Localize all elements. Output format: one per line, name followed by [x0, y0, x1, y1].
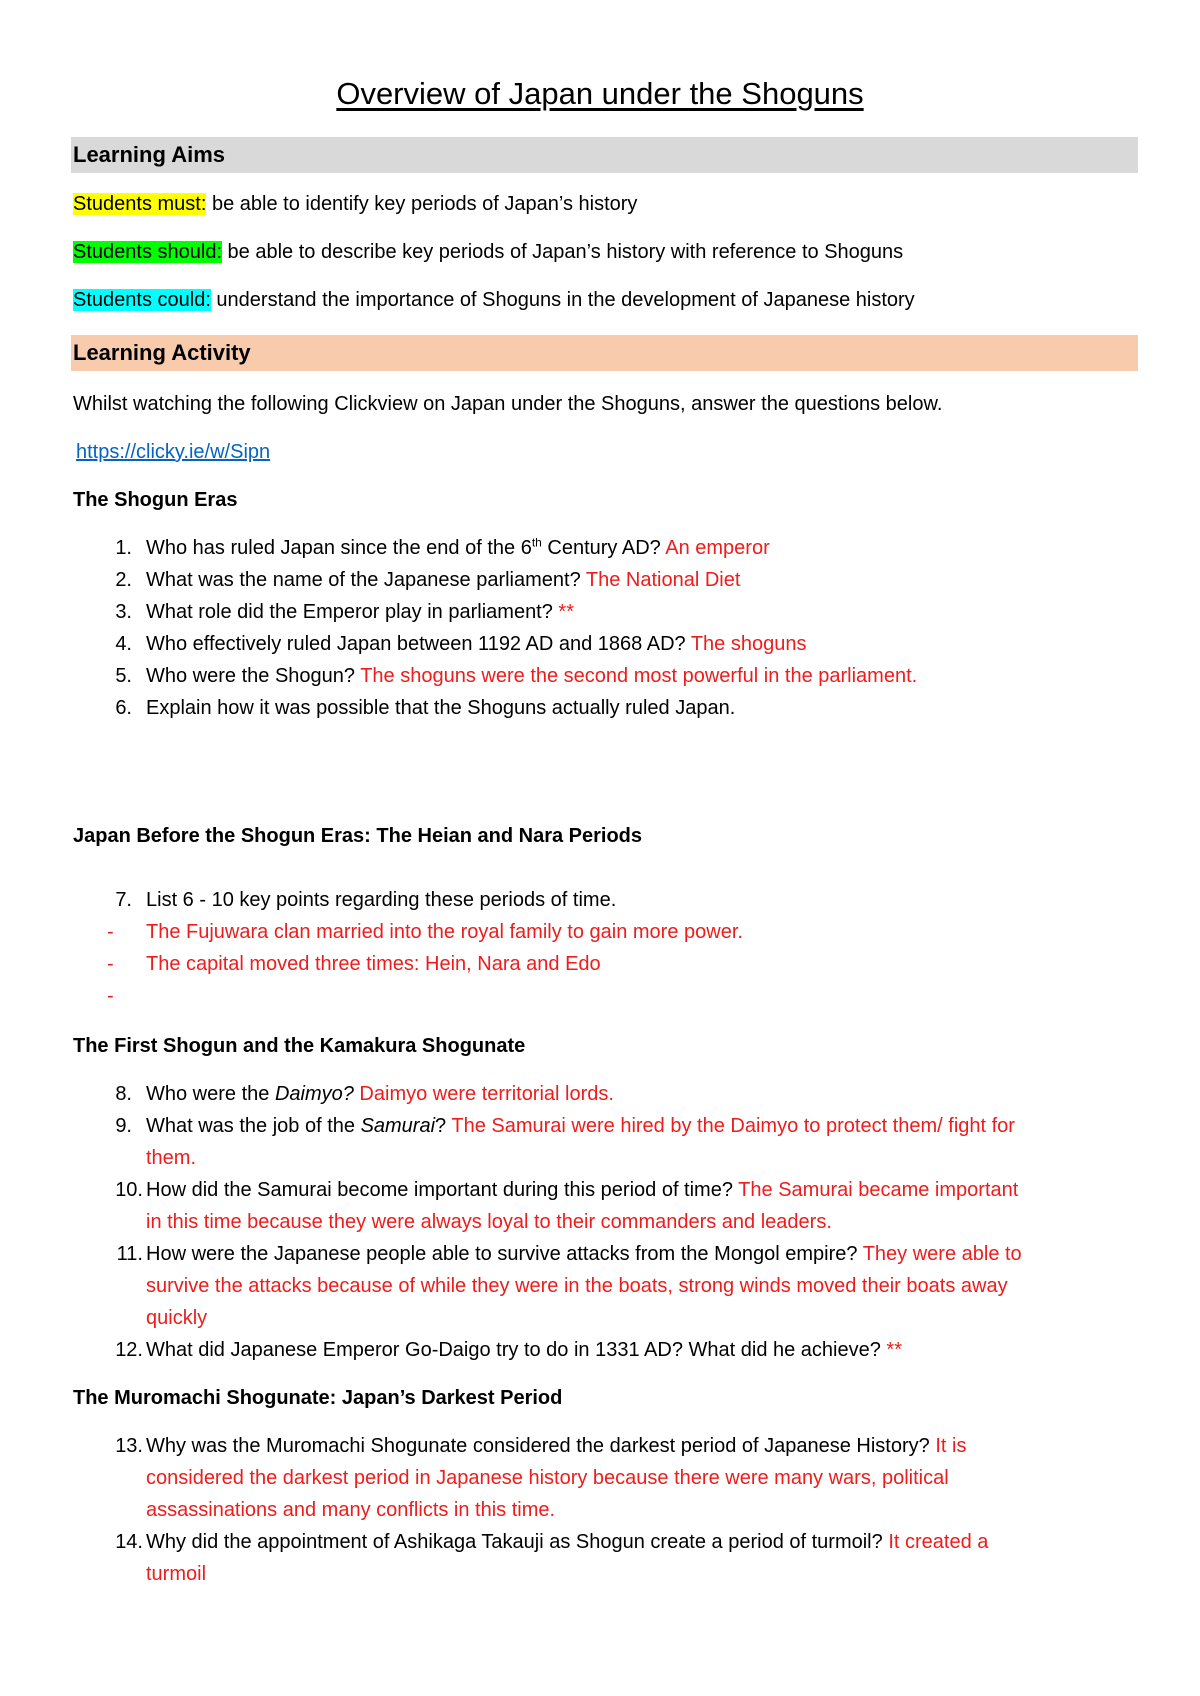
aim-must: [73, 188, 637, 220]
q1-answer: An emperor: [665, 537, 770, 559]
q9-number: 9.: [115, 1115, 132, 1137]
q7: [146, 884, 616, 916]
q10-answer: The Samurai became important: [738, 1179, 1019, 1201]
q9-answer: The Samurai were hired by the Daimyo to protect them/ fight for: [451, 1115, 1015, 1137]
q11-number: 11.: [116, 1243, 143, 1265]
q3-number: 3.: [115, 601, 132, 623]
q4-number: 4.: [115, 633, 132, 655]
q10-answer-cont: in this time because they were always loyal to their commanders and leaders.: [146, 1211, 832, 1233]
q6-text: Explain how it was possible that the Shoguns actually ruled Japan.: [146, 697, 736, 719]
q10-text: How did the Samurai become important during this period of time?: [146, 1179, 739, 1201]
learning-activity-heading: Learning Activity: [71, 335, 1138, 371]
q13: [146, 1430, 966, 1462]
bullet-point-1: The Fujuwara clan married into the royal family to gain more power.: [146, 921, 743, 943]
q14-answer: It created a: [888, 1531, 989, 1553]
q14-text: Why did the appointment of Ashikaga Takauji as Shogun create a period of turmoil?: [146, 1531, 889, 1553]
q6: [146, 692, 735, 724]
q8-term: Daimyo?: [274, 1083, 354, 1105]
q11-text: How were the Japanese people able to survive attacks from the Mongol empire?: [146, 1243, 863, 1265]
q1-number: 1.: [115, 537, 132, 559]
bullet-dash: -: [107, 985, 114, 1007]
q5-text: Who were the Shogun?: [146, 665, 361, 687]
aim-could: [73, 284, 915, 316]
q9-text-a: What was the job of the: [146, 1115, 361, 1137]
clickview-link[interactable]: [76, 436, 270, 468]
activity-intro: Whilst watching the following Clickview on Japan under the Shoguns, answer the questions below.: [73, 393, 943, 415]
q8: [146, 1078, 614, 1110]
q13-text: Why was the Muromachi Shogunate considered the darkest period of Japanese History?: [146, 1435, 936, 1457]
q3-answer: **: [558, 601, 574, 623]
q5: [146, 660, 917, 692]
q2: [146, 564, 740, 596]
q13-answer: It is: [935, 1435, 967, 1457]
q10-number: 10.: [115, 1179, 143, 1201]
q11: [146, 1238, 1022, 1270]
q4-text: Who effectively ruled Japan between 1192 AD and 1868 AD?: [146, 633, 691, 655]
q14-number: 14.: [115, 1531, 143, 1553]
q5-answer: The shoguns were the second most powerful in the parliament.: [360, 665, 918, 687]
q5-number: 5.: [115, 665, 132, 687]
aim-must-label: Students must:: [73, 193, 207, 215]
q8-number: 8.: [115, 1083, 132, 1105]
q10: [146, 1174, 1018, 1206]
q12: [146, 1334, 902, 1366]
q12-answer: **: [886, 1339, 902, 1361]
aim-could-text: understand the importance of Shoguns in the development of Japanese history: [210, 289, 915, 311]
q6-number: 6.: [115, 697, 132, 719]
q9-text-b: ?: [435, 1115, 452, 1137]
q13-number: 13.: [115, 1435, 143, 1457]
q12-text: What did Japanese Emperor Go-Daigo try to do in 1331 AD? What did he achieve?: [146, 1339, 887, 1361]
bullet-dash: -: [107, 921, 114, 943]
bullet-point-2: The capital moved three times: Hein, Nara and Edo: [146, 953, 601, 975]
q4: [146, 628, 806, 660]
q9: [146, 1110, 1015, 1142]
q13-answer-cont: assassinations and many conflicts in this time.: [146, 1499, 556, 1521]
q1: [146, 532, 770, 564]
q11-answer-cont: quickly: [146, 1307, 208, 1329]
q2-text: What was the name of the Japanese parliament?: [146, 569, 586, 591]
q9-term: Samurai: [360, 1115, 436, 1137]
q9-answer-cont: them.: [146, 1147, 197, 1169]
q7-number: 7.: [115, 889, 132, 911]
q12-number: 12.: [115, 1339, 143, 1361]
section-before-shogun: Japan Before the Shogun Eras: The Heian and Nara Periods: [73, 825, 643, 847]
q11-answer-cont: survive the attacks because of while they were in the boats, strong winds moved their boats away: [146, 1275, 1008, 1297]
aim-should-text: be able to describe key periods of Japan’s history with reference to Shoguns: [222, 241, 904, 263]
section-shogun-eras: The Shogun Eras: [73, 489, 238, 511]
q1-sup: th: [531, 535, 542, 550]
aim-must-text: be able to identify key periods of Japan’s history: [206, 193, 638, 215]
learning-aims-heading: Learning Aims: [71, 137, 1138, 173]
q14-answer-cont: turmoil: [146, 1563, 207, 1585]
q2-answer: The National Diet: [585, 569, 741, 591]
q3-text: What role did the Emperor play in parliament?: [146, 601, 559, 623]
section-muromachi: The Muromachi Shogunate: Japan’s Darkest Period: [73, 1387, 563, 1409]
q1-text-b: Century AD?: [541, 537, 666, 559]
q1-text-a: Who has ruled Japan since the end of the 6: [146, 537, 532, 559]
q8-answer: Daimyo were territorial lords.: [353, 1083, 614, 1105]
clickview-link-text[interactable]: https://clicky.ie/w/Sipn: [76, 441, 271, 463]
aim-could-label: Students could:: [73, 289, 211, 311]
q7-text: List 6 - 10 key points regarding these periods of time.: [146, 889, 617, 911]
q3: [146, 596, 574, 628]
section-first-shogun: The First Shogun and the Kamakura Shogunate: [73, 1035, 526, 1057]
q4-answer: The shoguns: [690, 633, 807, 655]
q14: [146, 1526, 988, 1558]
page-title: Overview of Japan under the Shoguns: [336, 76, 864, 111]
q11-answer: They were able to: [862, 1243, 1022, 1265]
bullet-dash: -: [107, 953, 114, 975]
q2-number: 2.: [115, 569, 132, 591]
aim-should: [73, 236, 903, 268]
aim-should-label: Students should:: [73, 241, 222, 263]
q13-answer-cont: considered the darkest period in Japanese history because there were many wars, political: [146, 1467, 949, 1489]
q8-text: Who were the: [146, 1083, 275, 1105]
